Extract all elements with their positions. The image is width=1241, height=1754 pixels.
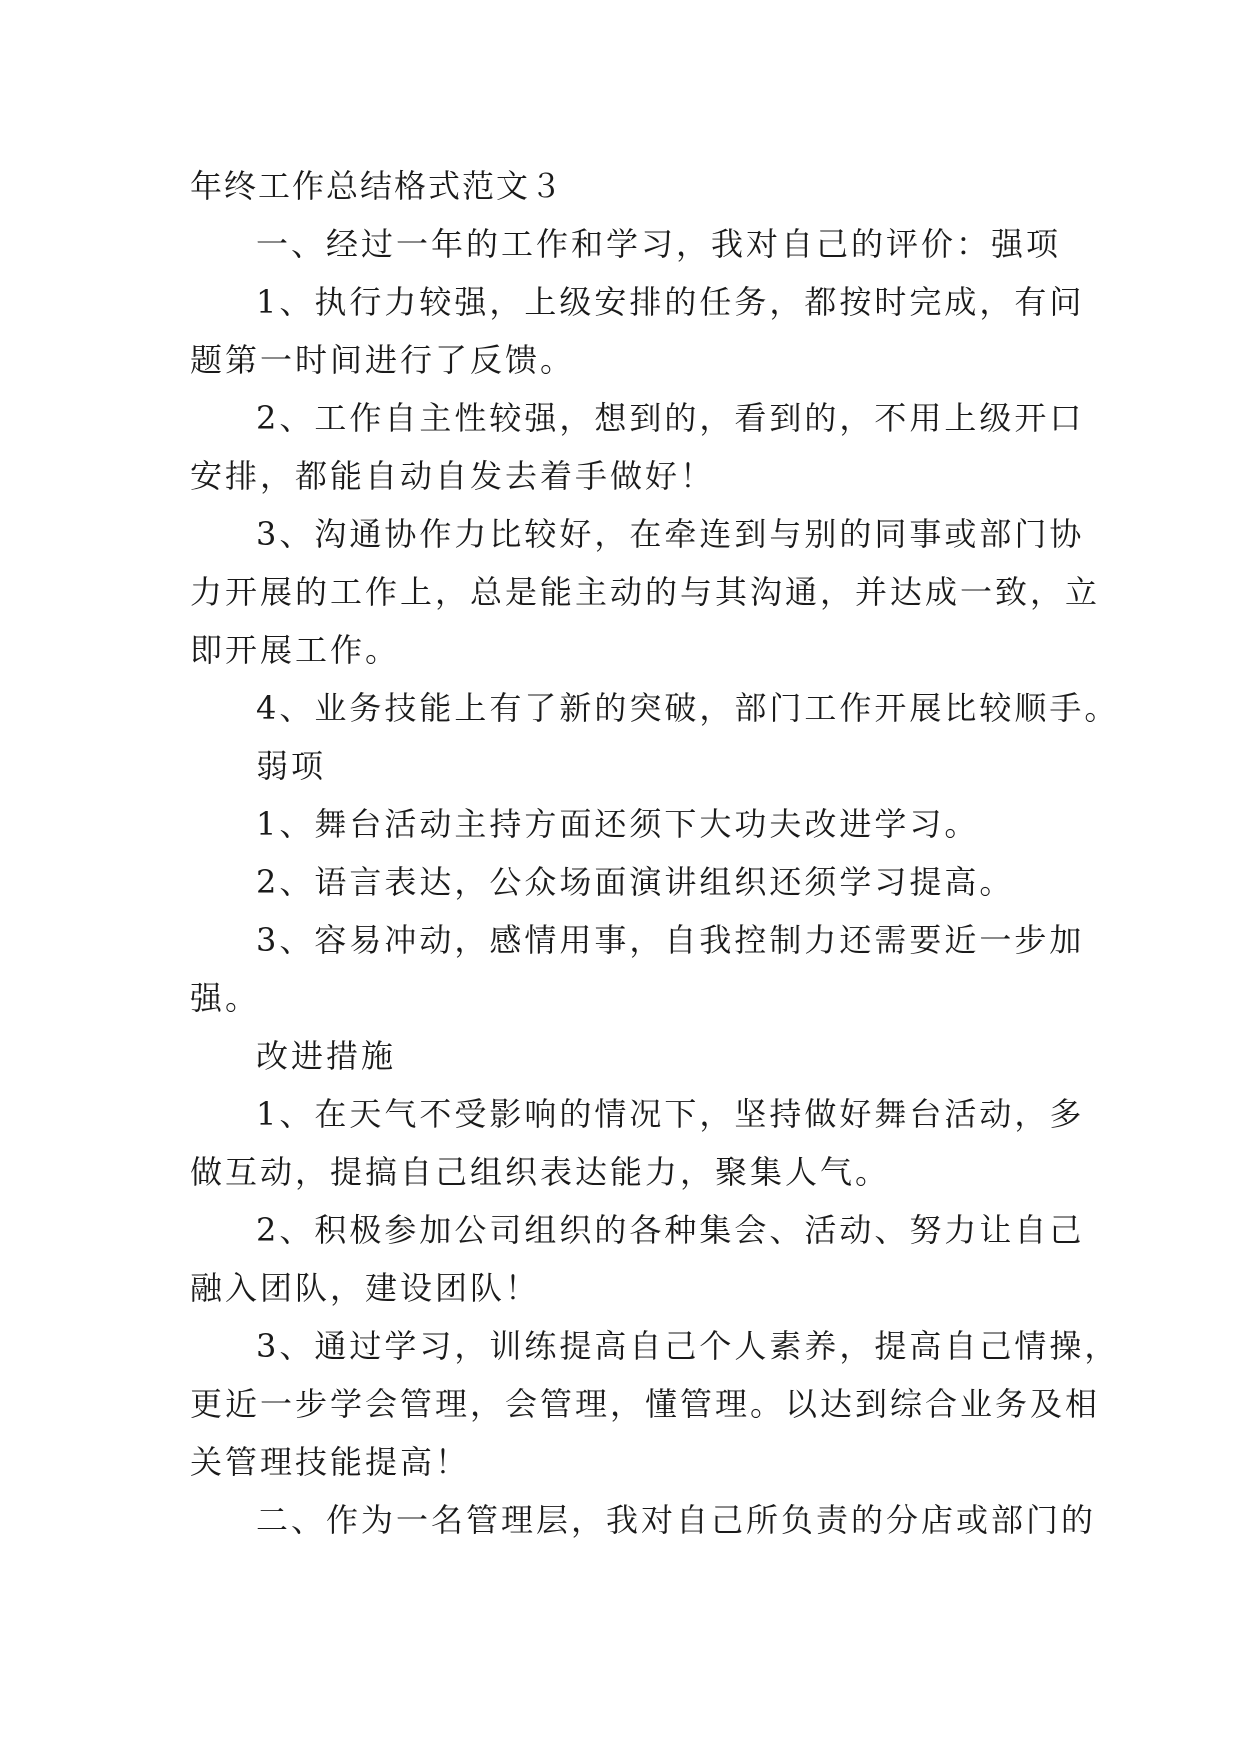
paragraph-line: 4、业务技能上有了新的突破，部门工作开展比较顺手。 <box>256 689 1120 727</box>
paragraph-line: 一、经过一年的工作和学习，我对自己的评价：强项 <box>256 225 1062 263</box>
paragraph-line: 2、语言表达，公众场面演讲组织还须学习提高。 <box>256 863 1015 901</box>
paragraph-line: 强。 <box>190 979 261 1017</box>
paragraph-line: 1、在天气不受影响的情况下，坚持做好舞台活动，多 <box>256 1095 1085 1133</box>
paragraph-line: 融入团队，建设团队！ <box>190 1269 541 1307</box>
document-title: 年终工作总结格式范文３ <box>190 167 565 205</box>
paragraph-line: 二、作为一名管理层，我对自己所负责的分店或部门的 <box>256 1501 1097 1539</box>
paragraph-line: 力开展的工作上，总是能主动的与其沟通，并达成一致，立 <box>190 573 1101 611</box>
paragraph-line: 3、容易冲动，感情用事，自我控制力还需要近一步加 <box>256 921 1085 959</box>
paragraph-line: 3、通过学习，训练提高自己个人素养，提高自己情操， <box>256 1327 1120 1365</box>
paragraph-line: 做互动，提搞自己组织表达能力，聚集人气。 <box>190 1153 891 1191</box>
paragraph-line: 2、积极参加公司组织的各种集会、活动、努力让自己 <box>256 1211 1085 1249</box>
paragraph-line: 关管理技能提高！ <box>190 1443 471 1481</box>
paragraph-line: 更近一步学会管理，会管理，懂管理。以达到综合业务及相 <box>190 1385 1101 1423</box>
paragraph-line: 1、执行力较强，上级安排的任务，都按时完成，有问 <box>256 283 1085 321</box>
paragraph-line: 题第一时间进行了反馈。 <box>190 341 576 379</box>
paragraph-line: 1、舞台活动主持方面还须下大功夫改进学习。 <box>256 805 980 843</box>
paragraph-line: 2、工作自主性较强，想到的，看到的，不用上级开口 <box>256 399 1085 437</box>
paragraph-line: 即开展工作。 <box>190 631 401 669</box>
paragraph-line: 3、沟通协作力比较好，在牵连到与别的同事或部门协 <box>256 515 1085 553</box>
paragraph-line: 安排，都能自动自发去着手做好！ <box>190 457 716 495</box>
section-heading: 改进措施 <box>256 1037 397 1075</box>
section-heading: 弱项 <box>256 747 327 785</box>
